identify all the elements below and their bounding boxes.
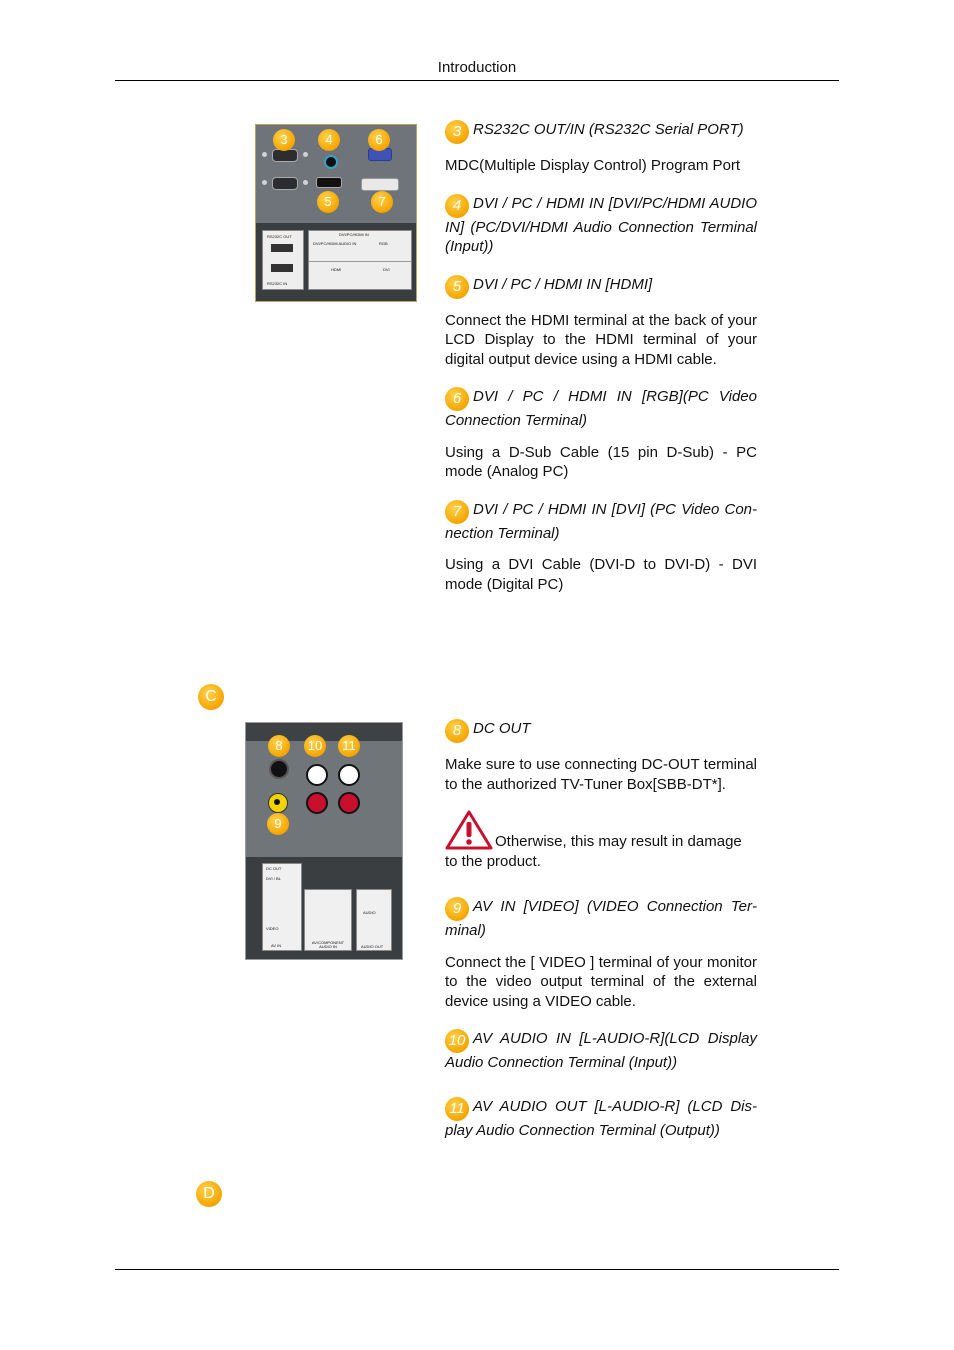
rs232c-in-port [272,177,298,190]
screw [303,152,308,157]
item-title [445,275,757,299]
dvi-port [361,178,399,191]
item-11 [445,1097,757,1141]
av-component-audio-block [304,889,352,951]
av-audio-in-r-jack [306,792,328,814]
item-3 [445,120,757,176]
number-badge: 4 [445,194,469,218]
rs232c-in-text: RS232C IN [267,281,288,286]
item-description: Using a DVI Cable (DVI-D to DVI-D) - DVI mode (Digital PC) [445,556,757,593]
item-title [445,1029,757,1073]
audio-out-block [356,889,392,951]
item-title [445,897,757,941]
number-badge: 11 [445,1097,469,1121]
marker-10: 10 [304,735,326,757]
warning-icon [445,810,493,850]
marker-6: 6 [368,129,390,151]
item-title-text: DVI / PC / HDMI IN [DVI/PC/HDMI AUDIO IN] (PC/DVI/HDMI Audio Connection Terminal (Input)) [445,194,757,255]
item-5 [445,275,757,370]
item-title [445,194,757,257]
number-badge: 7 [445,500,469,524]
section-c-badge: C [198,684,224,710]
rgb-text: RGB [379,241,388,246]
dc-out-text: DC OUT [266,866,282,871]
number-badge: 10 [445,1029,469,1053]
dvi-text: DVI [383,267,390,272]
item-description: Make sure to use connecting DC-OUT terminal to the authorized TV-Tuner Box[SBB-DT*]. [445,756,757,793]
item-description: Connect the HDMI terminal at the back of your LCD Display to the HDMI terminal of your digital output device using a HDMI cable. [445,311,757,368]
panel-image-b [255,124,417,302]
hdmi-port [316,177,342,188]
number-badge: 3 [445,120,469,144]
av-audio-out-r-jack [338,792,360,814]
item-title [445,387,757,431]
rs232c-out-text: RS232C OUT [267,234,292,239]
av-component-text: AV/COMPONENT AUDIO IN [311,940,345,949]
item-title [445,719,757,743]
label-divider [309,261,411,262]
dvi-bl-text: DVI / BL [266,876,281,881]
screw [262,152,267,157]
item-title-text: DVI / PC / HDMI IN [DVI] (PC Video Connection Terminal) [445,500,757,542]
audio-text: AUDIO [363,910,376,915]
dc-out-jack [269,759,289,779]
audio-out-text: AUDIO OUT [361,944,384,949]
av-audio-in-l-jack [306,764,328,786]
item-title-text: DVI / PC / HDMI IN [RGB](PC Video Connection Terminal) [445,388,757,429]
video-jack-center [274,799,280,805]
item-title-text: RS232C OUT/IN (RS232C Serial PORT) [473,121,744,138]
number-badge: 8 [445,719,469,743]
item-description: MDC(Multiple Display Control) Program Port [445,157,741,174]
section-d-badge: D [196,1181,222,1207]
section-c-items [445,719,757,1140]
warning-note [445,810,757,871]
item-8 [445,719,757,871]
marker-4: 4 [318,129,340,151]
page-header-title: Introduction [437,59,517,76]
marker-11: 11 [338,735,360,757]
item-title-text: DVI / PC / HDMI IN [HDMI] [473,275,653,293]
rs232c-label-block [262,230,304,290]
screw [303,180,308,185]
item-7 [445,500,757,595]
rs232c-in-socket [271,264,293,272]
item-title-text: AV AUDIO OUT [L-AUDIO-R] (LCD Display Audio Connection Terminal (Output)) [445,1097,757,1139]
item-title-text: AV IN [VIDEO] (VIDEO Connection Terminal) [445,898,757,939]
item-title [445,1097,757,1141]
number-badge: 9 [445,897,469,921]
marker-5: 5 [317,191,339,213]
item-title [445,120,757,144]
audio-in-text: DVI/PC/HDMI AUDIO IN [313,241,357,246]
item-title [445,500,757,544]
video-text: VIDEO [266,926,279,931]
item-9 [445,897,757,1011]
warning-text: Otherwise, this may result in damage to the product. [445,833,742,870]
footer-rule [115,1269,839,1270]
panel-image-c [245,722,403,960]
item-title-text: AV AUDIO IN [L-AUDIO-R](LCD Display Audio Connection Terminal (Input)) [445,1030,757,1071]
hdmi-text: HDMI [331,267,342,272]
marker-3: 3 [273,129,295,151]
item-6 [445,387,757,482]
section-b-items [445,120,757,594]
marker-7: 7 [371,191,393,213]
rs232c-out-socket [271,244,293,252]
av-audio-out-l-jack [338,764,360,786]
audio-in-jack [324,155,338,169]
dvi-pc-hdmi-in-text: DVI/PC/HDMI IN [339,232,369,237]
marker-9: 9 [267,813,289,835]
item-description: Connect the [ VIDEO ] terminal of your monitor to the video output terminal of the external device using a VIDEO cable. [445,953,757,1010]
item-description: Using a D-Sub Cable (15 pin D-Sub) - PC mode (Analog PC) [445,443,757,480]
item-title-text: DC OUT [473,720,531,737]
header-rule [115,80,839,81]
av-in-label-block [262,863,302,951]
item-10 [445,1029,757,1073]
item-4 [445,194,757,257]
number-badge: 6 [445,387,469,411]
av-in-text: AV IN [271,943,282,948]
screw [262,180,267,185]
marker-8: 8 [268,735,290,757]
dvi-pc-hdmi-label-block [308,230,412,290]
number-badge: 5 [445,275,469,299]
